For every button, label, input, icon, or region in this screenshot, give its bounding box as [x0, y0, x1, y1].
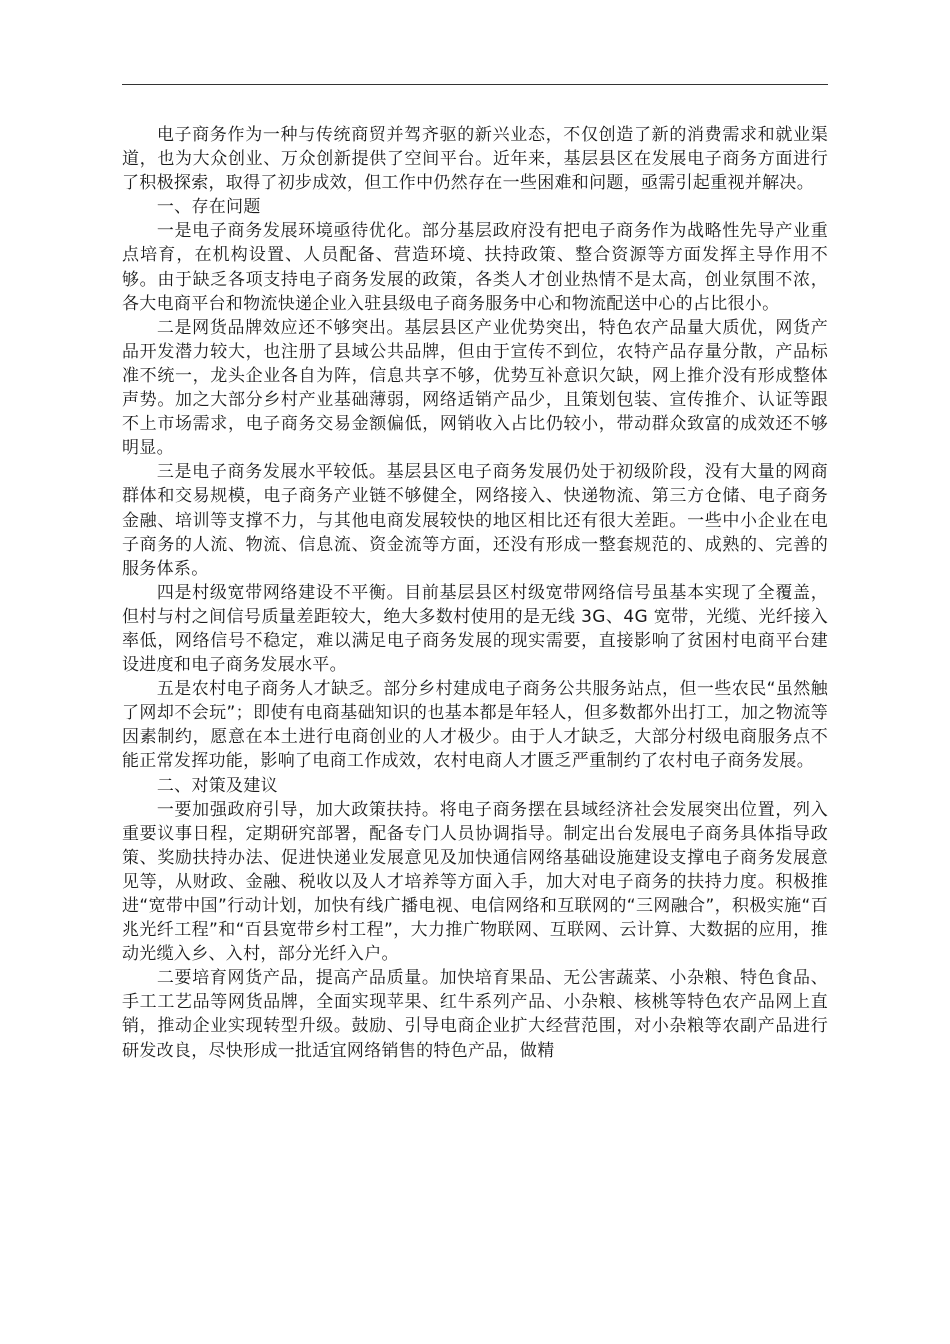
problem-paragraph-3: 三是电子商务发展水平较低。基层县区电子商务发展仍处于初级阶段，没有大量的网商群体和交易规模，电子商务产业链不够健全，网络接入、快递物流、第三方仓储、电子商务金融、培训等支撑不力，与其他电商发展较快的地区相比还有很大差距。一些中小企业在电子商务的人流、物流、信息流、资金流等方面，还没有形成一整套规范的、成熟的、完善的服务体系。: [122, 462, 828, 579]
problem-paragraph-4: 四是村级宽带网络建设不平衡。目前基层县区村级宽带网络信号虽基本实现了全覆盖，但村与村之间信号质量差距较大，绝大多数村使用的是无线 3G、4G 宽带，光缆、光纤接入率低，网络信号不稳定，难以满足电子商务发展的现实需要，直接影响了贫困村电商平台建设进度和电子商务发展水平。: [122, 582, 828, 676]
problem-paragraph-1: 一是电子商务发展环境亟待优化。部分基层政府没有把电子商务作为战略性先导产业重点培育，在机构设置、人员配备、营造环境、扶持政策、整合资源等方面发挥主导作用不够。由于缺乏各项支持电子商务发展的政策，各类人才创业热情不是太高，创业氛围不浓，各大电商平台和物流快递企业入驻县级电子商务服务中心和物流配送中心的占比很小。: [122, 221, 828, 314]
problem-paragraph-5: 五是农村电子商务人才缺乏。部分乡村建成电子商务公共服务站点，但一些农民“虽然触了网却不会玩”；即使有电商基础知识的也基本都是年轻人，但多数都外出打工，加之物流等因素制约，愿意在本土进行电商创业的人才极少。由于人才缺乏，大部分村级电商服务点不能正常发挥功能，影响了电商工作成效，农村电商人才匮乏严重制约了农村电子商务发展。: [122, 679, 828, 772]
header-rule: [122, 84, 828, 85]
intro-paragraph: 电子商务作为一种与传统商贸并驾齐驱的新兴业态，不仅创造了新的消费需求和就业渠道，也为大众创业、万众创新提供了空间平台。近年来，基层县区在发展电子商务方面进行了积极探索，取得了初步成效，但工作中仍然存在一些困难和问题，亟需引起重视并解决。: [122, 125, 828, 194]
suggestion-paragraph-1: 一要加强政府引导，加大政策扶持。将电子商务摆在县域经济社会发展突出位置，列入重要议事日程，定期研究部署，配备专门人员协调指导。制定出台发展电子商务具体指导政策、奖励扶持办法、促进快递业发展意见及加快通信网络基础设施建设支撑电子商务发展意见等，从财政、金融、税收以及人才培养等方面入手，加大对电子商务的扶持力度。积极推进“宽带中国”行动计划，加快有线广播电视、电信网络和互联网的“三网融合”，积极实施“百兆光纤工程”和“百县宽带乡村工程”，大力推广物联网、互联网、云计算、大数据的应用，推动光缆入乡、入村，部分光纤入户。: [122, 799, 828, 965]
section-heading-suggestions: 二、对策及建议: [156, 775, 278, 796]
section-heading-problems: 一、存在问题: [156, 197, 261, 218]
suggestion-paragraph-2: 二要培育网货产品，提高产品质量。加快培育果品、无公害蔬菜、小杂粮、特色食品、手工工艺品等网货品牌，全面实现苹果、红牛系列产品、小杂粮、核桃等特色农产品网上直销，推动企业实现转型升级。鼓励、引导电商企业扩大经营范围，对小杂粮等农副产品进行研发改良，尽快形成一批适宜网络销售的特色产品，做精: [122, 968, 828, 1061]
problem-paragraph-2: 二是网货品牌效应还不够突出。基层县区产业优势突出，特色农产品量大质优，网货产品开发潜力较大，也注册了县域公共品牌，但由于宣传不到位，农特产品存量分散，产品标准不统一，龙头企业各自为阵，信息共享不够，优势互补意识欠缺，网上推介没有形成整体声势。加之大部分乡村产业基础薄弱，网络适销产品少，且策划包装、宣传推介、认证等跟不上市场需求，电子商务交易金额偏低，网销收入占比仍较小，带动群众致富的成效还不够明显。: [122, 317, 828, 459]
document-body: [122, 123, 828, 1063]
